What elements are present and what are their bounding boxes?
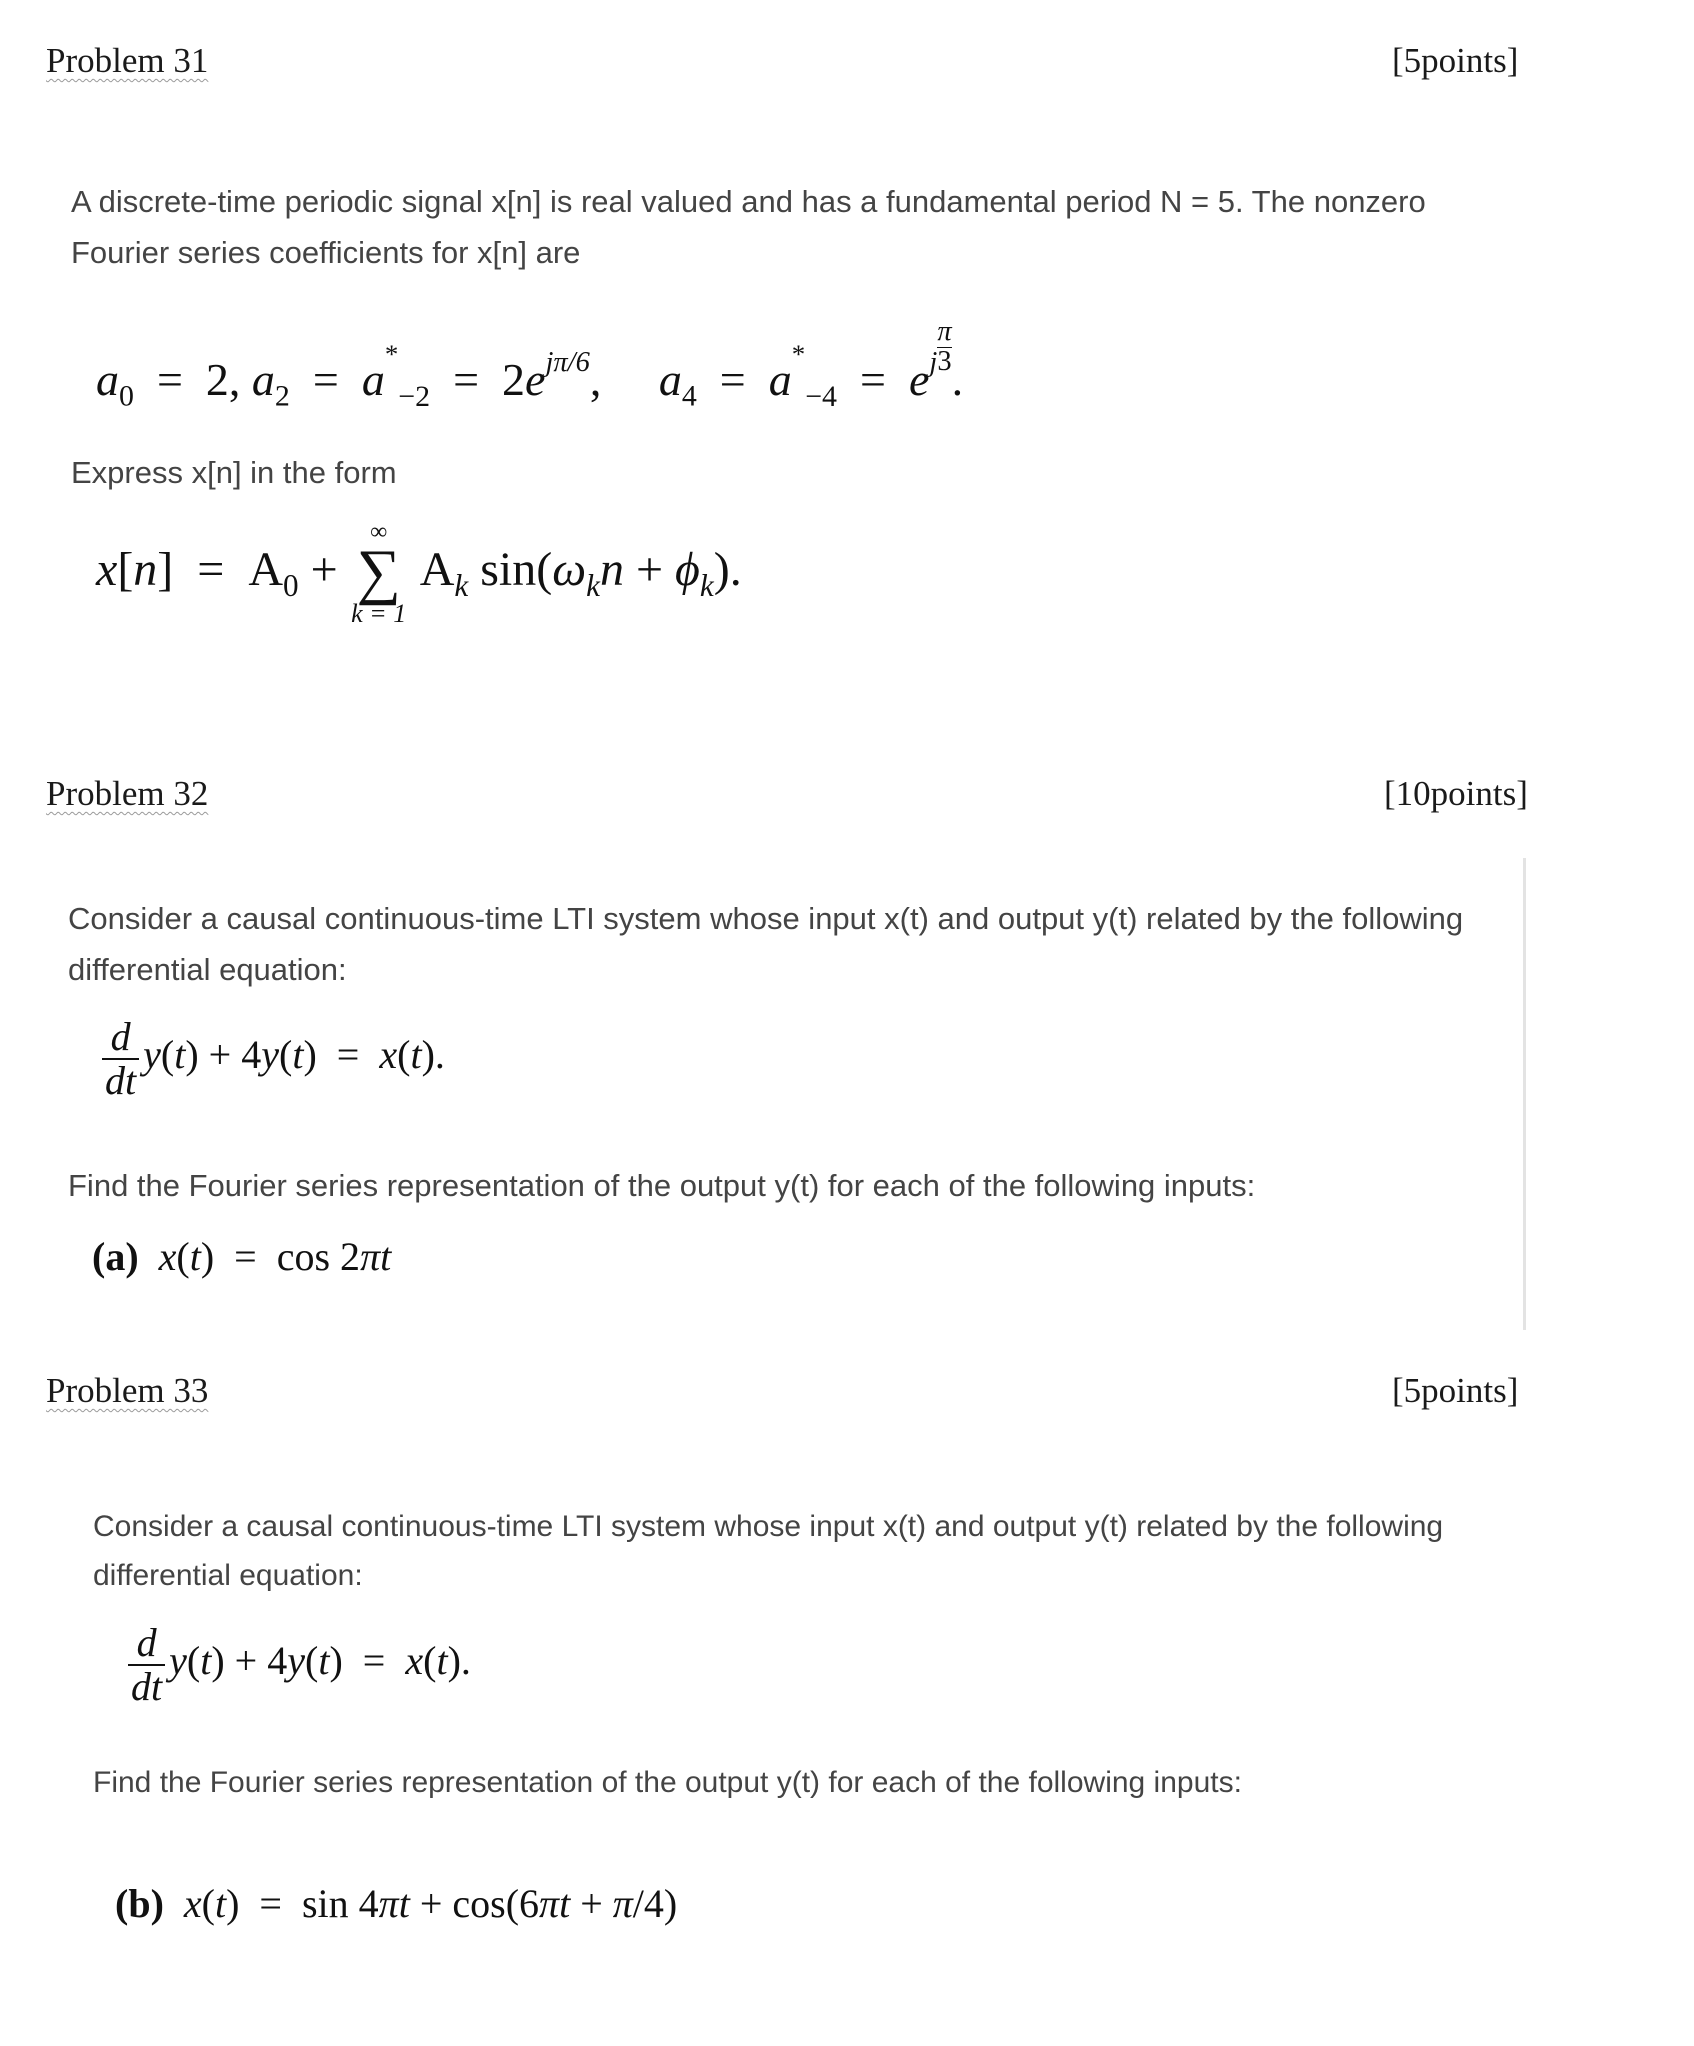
- problem-32-points: [10points]: [1384, 774, 1528, 813]
- part-a-label: (a): [92, 1234, 139, 1279]
- problem-33-differential-equation: $\frac{d}{dt}$ y(t) + 4y(t) = x(t).: [128, 1622, 471, 1708]
- problem-31-coefficients-equation: $a_0 = 2$, $a_2 = a_{*-2} = 2e^{j\pi/6}$, $a_4 = a_{*-4} = e^j$ $\frac{\pi}{3}$ .: [96, 316, 964, 413]
- problem-32-intro: Consider a causal continuous-time LTI system whose input x(t) and output y(t) related by the following differential equation:: [68, 901, 1464, 987]
- problem-33-intro: Consider a causal continuous-time LTI system whose input x(t) and output y(t) related by the following differential equation:: [93, 1510, 1444, 1592]
- problem-31-intro: A discrete-time periodic signal x[n] is real valued and has a fundamental period N = 5. The nonzero Fourier series coefficients for x[n] are: [71, 184, 1426, 270]
- problem-33-points: [5points]: [1392, 1371, 1519, 1410]
- problem-33-title: Problem 33: [46, 1371, 209, 1410]
- problem-33-instruction: Find the Fourier series representation of the output y(t) for each of the following inputs:: [93, 1766, 1242, 1799]
- problem-32-instruction: Find the Fourier series representation of the output y(t) for each of the following inputs:: [68, 1168, 1256, 1203]
- summation-symbol: ∞ ∑ k = 1: [351, 519, 407, 628]
- problem-32-title: Problem 32: [46, 774, 209, 813]
- problem-32-differential-equation: $\frac{d}{dt}$ y(t) + 4y(t) = x(t).: [102, 1016, 445, 1102]
- problem-31-form-equation: $x[n] = A_0$ + ∞ ∑ k = 1 $A_k$ $\sin(\omega_kn + \phi_k)$.: [96, 519, 742, 628]
- problem-31-title: Problem 31: [46, 41, 209, 80]
- problem-33-part-b: (b) x(t) = sin 4πt + cos(6πt + π/4): [115, 1881, 678, 1926]
- problem-32-part-a: (a) x(t) = cos 2πt: [92, 1234, 392, 1279]
- part-b-label: (b): [115, 1881, 164, 1926]
- problem-31-instruction: Express x[n] in the form: [71, 455, 397, 490]
- problem-31-points: [5points]: [1392, 41, 1519, 80]
- column-divider: [1523, 858, 1526, 1330]
